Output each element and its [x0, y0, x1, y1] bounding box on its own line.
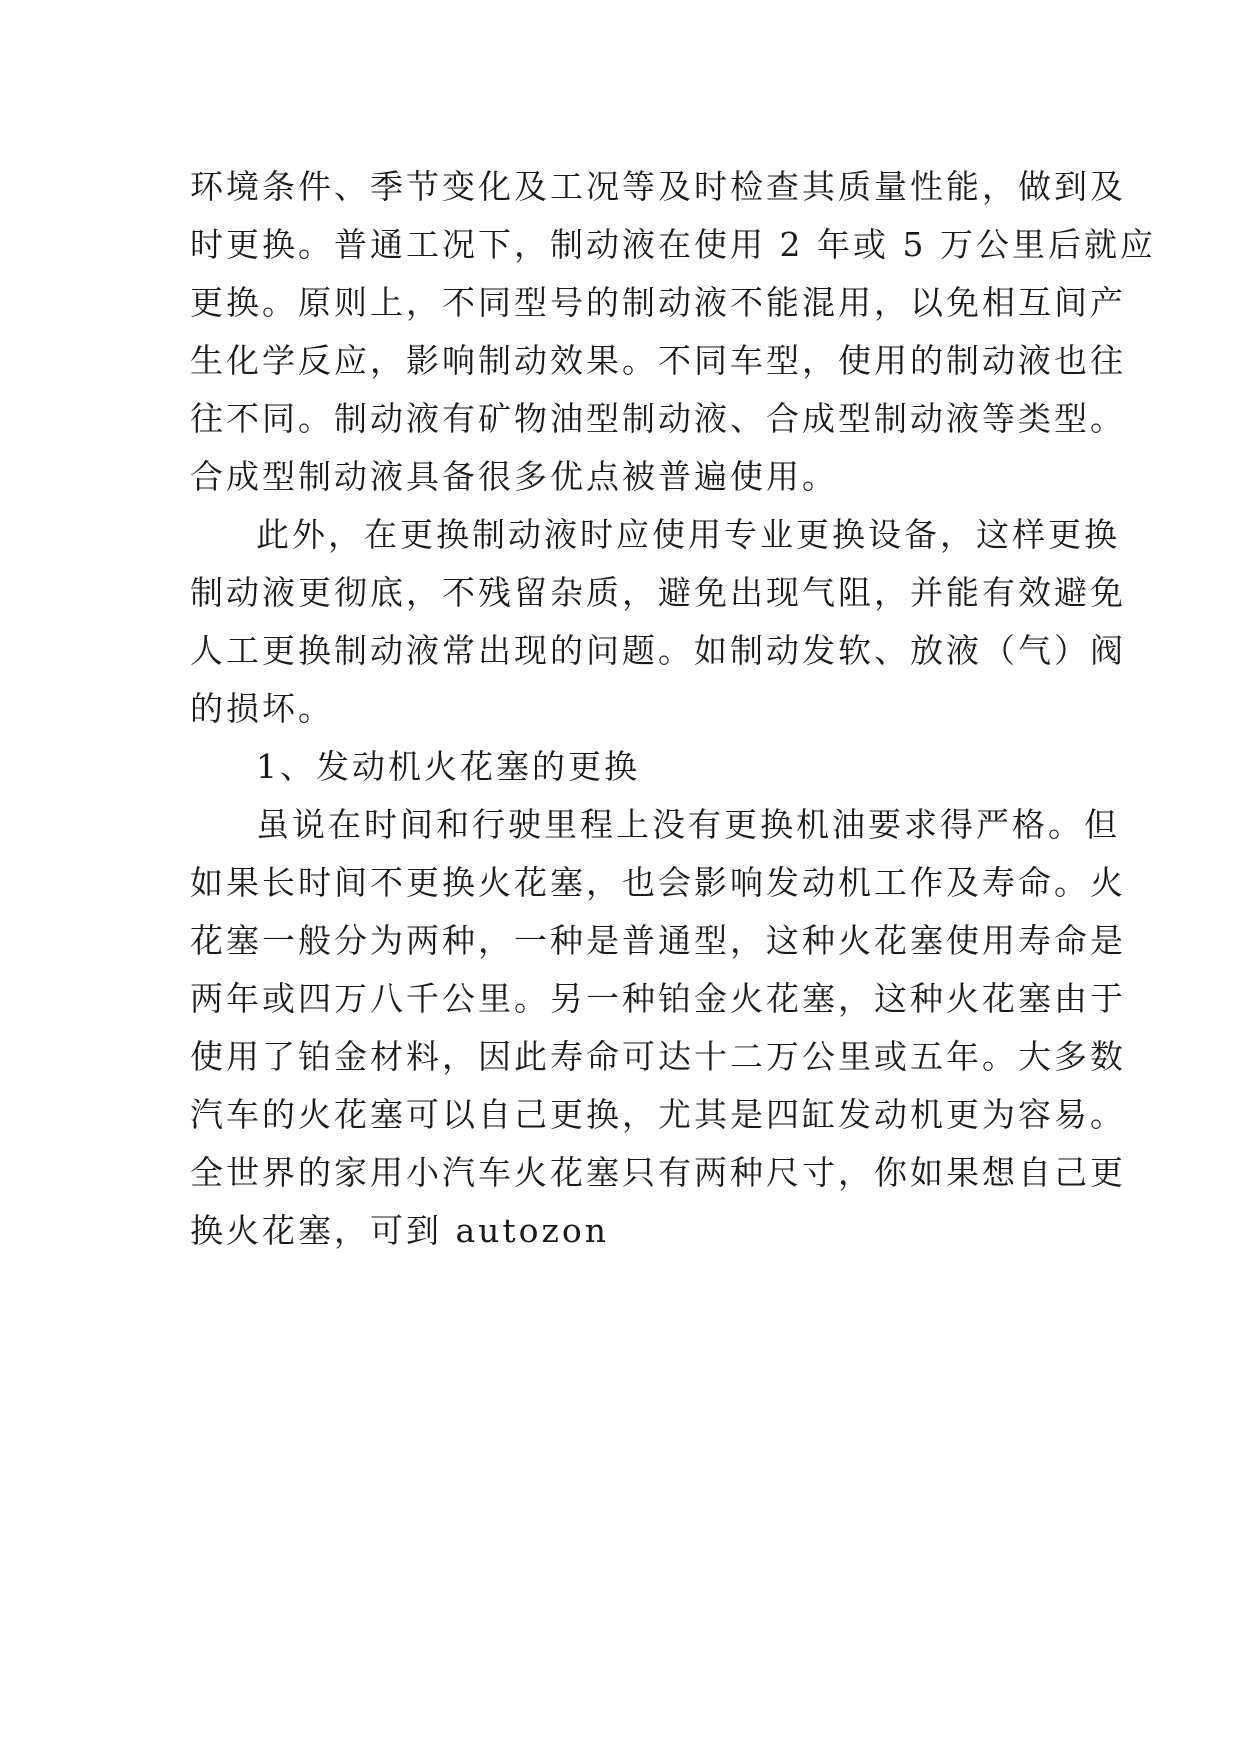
text-line: 花塞一般分为两种，一种是普通型，这种火花塞使用寿命是 [190, 921, 1126, 960]
document-body [190, 158, 1156, 1260]
text-line: 的损坏。 [190, 689, 334, 728]
section-heading [190, 738, 1070, 796]
text-line: 使用了铂金材料，因此寿命可达十二万公里或五年。大多数 [190, 1037, 1126, 1076]
text-line: 更换。原则上，不同型号的制动液不能混用，以免相互间产 [190, 283, 1126, 322]
text-line: 生化学反应，影响制动效果。不同车型，使用的制动液也往 [190, 341, 1126, 380]
text-line: 合成型制动液具备很多优点被普遍使用。 [190, 457, 838, 496]
text-line: 汽车的火花塞可以自己更换，尤其是四缸发动机更为容易。 [190, 1095, 1126, 1134]
text-line: 虽说在时间和行驶里程上没有更换机油要求得严格。但 [256, 805, 1120, 844]
text-line: 时更换。普通工况下，制动液在使用 2 年或 5 万公里后就应 [190, 225, 1156, 264]
paragraph-brake-fluid-equipment [190, 506, 1126, 738]
text-line: 制动液更彻底，不残留杂质，避免出现气阻，并能有效避免 [190, 573, 1126, 612]
paragraph-brake-fluid-intro [190, 158, 1156, 506]
text-line: 换火花塞，可到 autozon [190, 1211, 610, 1250]
text-line: 往不同。制动液有矿物油型制动液、合成型制动液等类型。 [190, 399, 1126, 438]
paragraph-spark-plug [190, 796, 1126, 1260]
text-line: 如果长时间不更换火花塞，也会影响发动机工作及寿命。火 [190, 863, 1126, 902]
text-line: 全世界的家用小汽车火花塞只有两种尺寸，你如果想自己更 [190, 1153, 1126, 1192]
text-line: 人工更换制动液常出现的问题。如制动发软、放液（气）阀 [190, 631, 1126, 670]
text-line: 此外，在更换制动液时应使用专业更换设备，这样更换 [256, 515, 1120, 554]
text-line: 两年或四万八千公里。另一种铂金火花塞，这种火花塞由于 [190, 979, 1126, 1018]
text-line: 环境条件、季节变化及工况等及时检查其质量性能，做到及 [190, 167, 1126, 206]
heading-spark-plug: 1、发动机火花塞的更换 [256, 747, 640, 786]
